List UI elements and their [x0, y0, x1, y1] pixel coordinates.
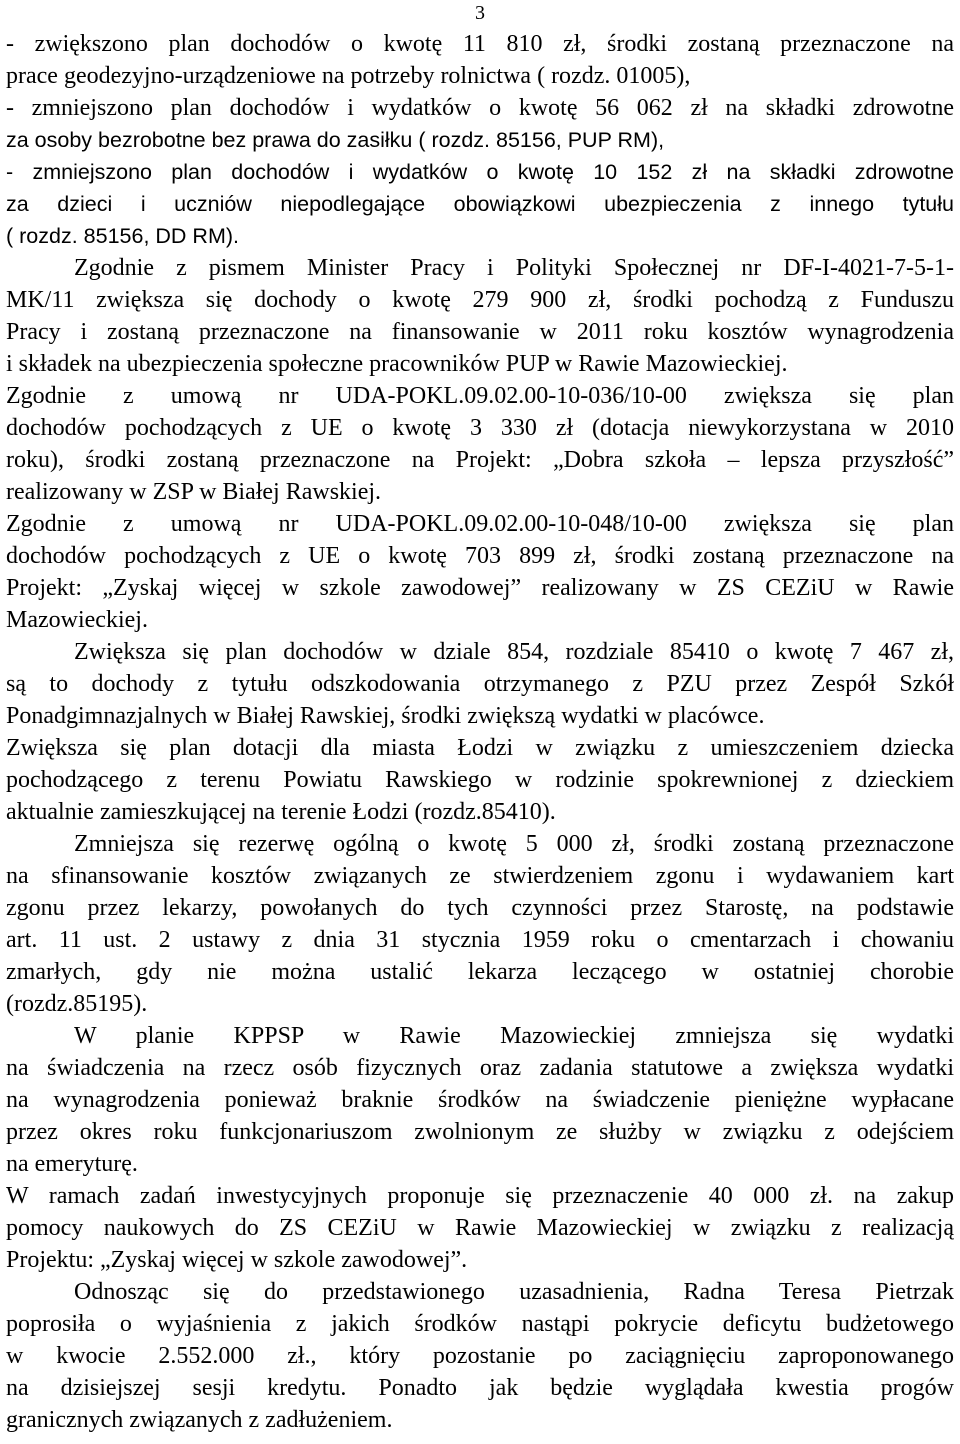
text-line: - zmniejszono plan dochodów i wydatków o kwotę 56 062 zł na składki zdrowotne	[6, 95, 954, 121]
text-line: dochodów pochodzących z UE o kwotę 3 330 zł (dotacja niewykorzystana w 2010	[6, 415, 954, 441]
text-line: aktualnie zamieszkującej na terenie Łodzi (rozdz.85410).	[6, 799, 556, 825]
text-line: zgonu przez lekarzy, powołanych do tych czynności przez Starostę, na podstawie	[6, 895, 954, 921]
text-line: MK/11 zwiększa się dochody o kwotę 279 900 zł, środki pochodzą z Funduszu	[6, 287, 954, 313]
text-line: W ramach zadań inwestycyjnych proponuje się przeznaczenie 40 000 zł. na zakup	[6, 1183, 954, 1209]
text-line: na dzisiejszej sesji kredytu. Ponadto jak będzie wyglądała kwestia progów	[6, 1375, 954, 1401]
text-line: Ponadgimnazjalnych w Białej Rawskiej, środki zwiększą wydatki w placówce.	[6, 703, 765, 729]
text-line: pomocy naukowych do ZS CEZiU w Rawie Mazowieckiej w związku z realizacją	[6, 1215, 954, 1241]
text-line: - zwiększono plan dochodów o kwotę 11 810 zł, środki zostaną przeznaczone na	[6, 31, 954, 57]
text-line: Projekt: „Zyskaj więcej w szkole zawodowej” realizowany w ZS CEZiU w Rawie	[6, 575, 954, 601]
page-number: 3	[475, 2, 485, 24]
text-line: ( rozdz. 85156, DD RM).	[6, 224, 239, 248]
text-line: Zgodnie z umową nr UDA-POKL.09.02.00-10-048/10-00 zwiększa się plan	[6, 511, 954, 537]
text-line: W planie KPPSP w Rawie Mazowieckiej zmniejsza się wydatki	[74, 1023, 954, 1049]
text-line: - zmniejszono plan dochodów i wydatków o kwotę 10 152 zł na składki zdrowotne	[6, 160, 954, 184]
text-line: (rozdz.85195).	[6, 991, 148, 1017]
text-line: art. 11 ust. 2 ustawy z dnia 31 stycznia 1959 roku o cmentarzach i chowaniu	[6, 927, 954, 953]
text-line: na emeryturę.	[6, 1151, 138, 1177]
text-line: na sfinansowanie kosztów związanych ze stwierdzeniem zgonu i wydawaniem kart	[6, 863, 954, 889]
text-line: Zgodnie z pismem Minister Pracy i Polityki Społecznej nr DF-I-4021-7-5-1-	[74, 255, 954, 281]
text-line: na świadczenia na rzecz osób fizycznych oraz zadania statutowe a zwiększa wydatki	[6, 1055, 954, 1081]
text-line: przez okres roku funkcjonariuszom zwolnionym ze służby w związku z odejściem	[6, 1119, 954, 1145]
text-line: w kwocie 2.552.000 zł., który pozostanie po zaciągnięciu zaproponowanego	[6, 1343, 954, 1369]
text-line: Zmniejsza się rezerwę ogólną o kwotę 5 000 zł, środki zostaną przeznaczone	[74, 831, 954, 857]
text-line: realizowany w ZSP w Białej Rawskiej.	[6, 479, 382, 505]
text-line: poprosiła o wyjaśnienia z jakich środków nastąpi pokrycie deficytu budżetowego	[6, 1311, 954, 1337]
text-line: Projektu: „Zyskaj więcej w szkole zawodowej”.	[6, 1247, 468, 1273]
text-line: Pracy i zostaną przeznaczone na finansowanie w 2011 roku kosztów wynagrodzenia	[6, 319, 954, 345]
text-line: granicznych związanych z zadłużeniem.	[6, 1407, 393, 1433]
document-body	[6, 28, 954, 1436]
text-line: roku), środki zostaną przeznaczone na Projekt: „Dobra szkoła – lepsza przyszłość”	[6, 447, 954, 473]
text-line: na wynagrodzenia ponieważ braknie środków na świadczenie pieniężne wypłacane	[6, 1087, 954, 1113]
text-line: prace geodezyjno-urządzeniowe na potrzeby rolnictwa ( rozdz. 01005),	[6, 63, 691, 89]
text-line: Zwiększa się plan dotacji dla miasta Łodzi w związku z umieszczeniem dziecka	[6, 735, 954, 761]
text-line: dochodów pochodzących z UE o kwotę 703 899 zł, środki zostaną przeznaczone na	[6, 543, 954, 569]
text-line: za osoby bezrobotne bez prawa do zasiłku ( rozdz. 85156, PUP RM),	[6, 128, 665, 152]
text-line: Zgodnie z umową nr UDA-POKL.09.02.00-10-036/10-00 zwiększa się plan	[6, 383, 954, 409]
text-line: Zwiększa się plan dochodów w dziale 854, rozdziale 85410 o kwotę 7 467 zł,	[74, 639, 954, 665]
text-line: są to dochody z tytułu odszkodowania otrzymanego z PZU przez Zespół Szkół	[6, 671, 954, 697]
text-line: i składek na ubezpieczenia społeczne pracowników PUP w Rawie Mazowieckiej.	[6, 351, 788, 377]
text-line: Mazowieckiej.	[6, 607, 148, 633]
text-line: pochodzącego z terenu Powiatu Rawskiego w rodzinie spokrewnionej z dzieckiem	[6, 767, 954, 793]
text-line: za dzieci i uczniów niepodlegające obowiązkowi ubezpieczenia z innego tytułu	[6, 192, 954, 216]
text-line: zmarłych, gdy nie można ustalić lekarza leczącego w ostatniej chorobie	[6, 959, 954, 985]
text-line: Odnosząc się do przedstawionego uzasadnienia, Radna Teresa Pietrzak	[74, 1279, 954, 1305]
